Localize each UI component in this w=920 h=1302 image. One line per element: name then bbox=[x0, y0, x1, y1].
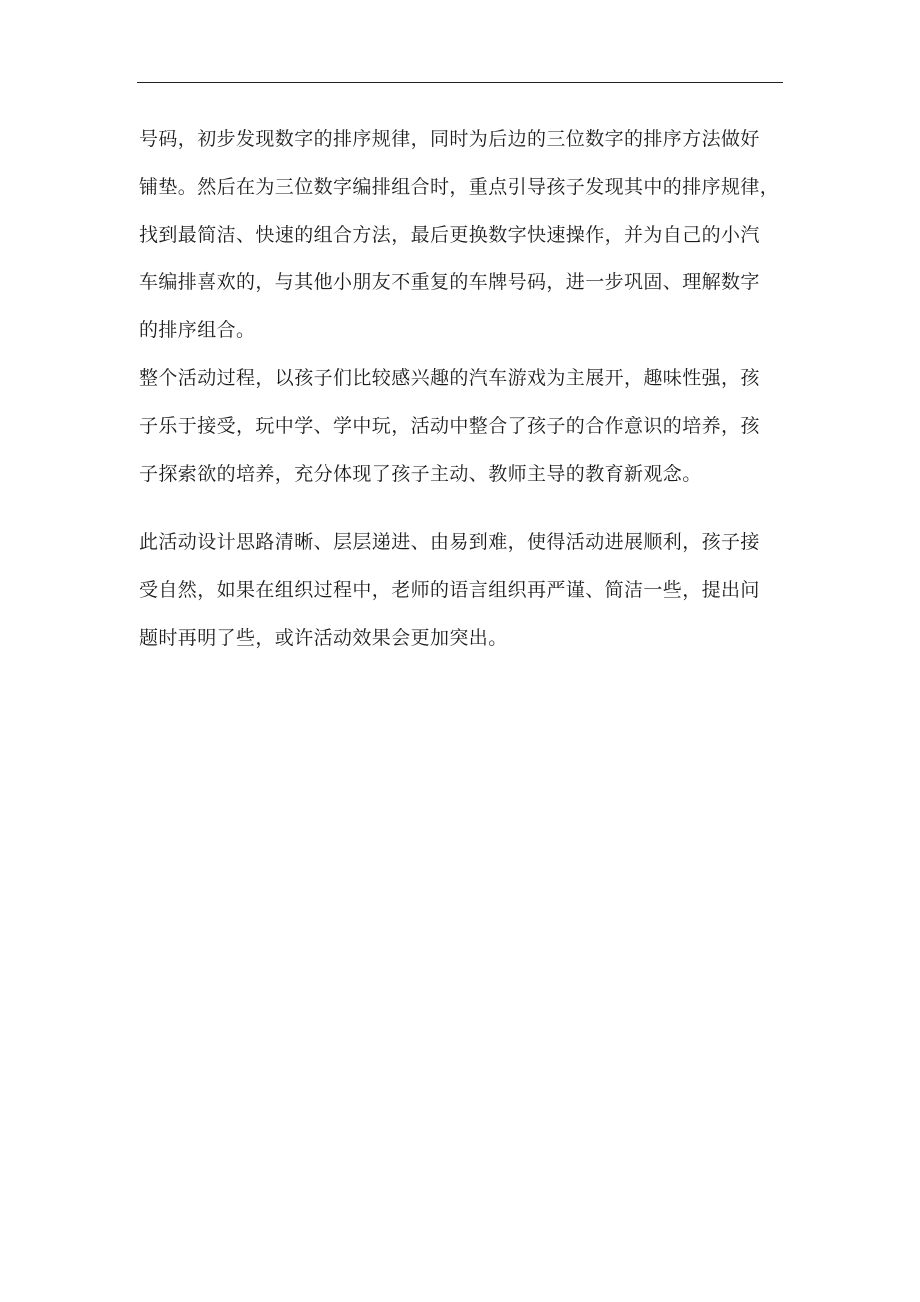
text-line: 此活动设计思路清晰、层层递进、由易到难，使得活动进展顺利，孩子接 bbox=[139, 531, 760, 553]
text-line: 题时再明了些，或许活动效果会更加突出。 bbox=[139, 627, 508, 649]
header-rule bbox=[137, 82, 783, 83]
text-line: 受自然，如果在组织过程中，老师的语言组织再严谨、简洁一些，提出问 bbox=[139, 579, 760, 601]
text-line: 整个活动过程，以孩子们比较感兴趣的汽车游戏为主展开，趣味性强，孩 bbox=[139, 367, 760, 389]
text-line: 铺垫。然后在为三位数字编排组合时，重点引导孩子发现其中的排序规律， bbox=[139, 176, 780, 198]
text-line: 车编排喜欢的，与其他小朋友不重复的车牌号码，进一步巩固、理解数字 bbox=[139, 271, 760, 293]
text-line: 子探索欲的培养，充分体现了孩子主动、教师主导的教育新观念。 bbox=[139, 463, 702, 485]
text-line: 找到最简洁、快速的组合方法，最后更换数字快速操作，并为自己的小汽 bbox=[139, 224, 760, 246]
text-line: 的排序组合。 bbox=[139, 319, 256, 341]
text-line: 号码，初步发现数字的排序规律，同时为后边的三位数字的排序方法做好 bbox=[139, 128, 760, 150]
text-line: 子乐于接受，玩中学、学中玩，活动中整合了孩子的合作意识的培养，孩 bbox=[139, 415, 760, 437]
